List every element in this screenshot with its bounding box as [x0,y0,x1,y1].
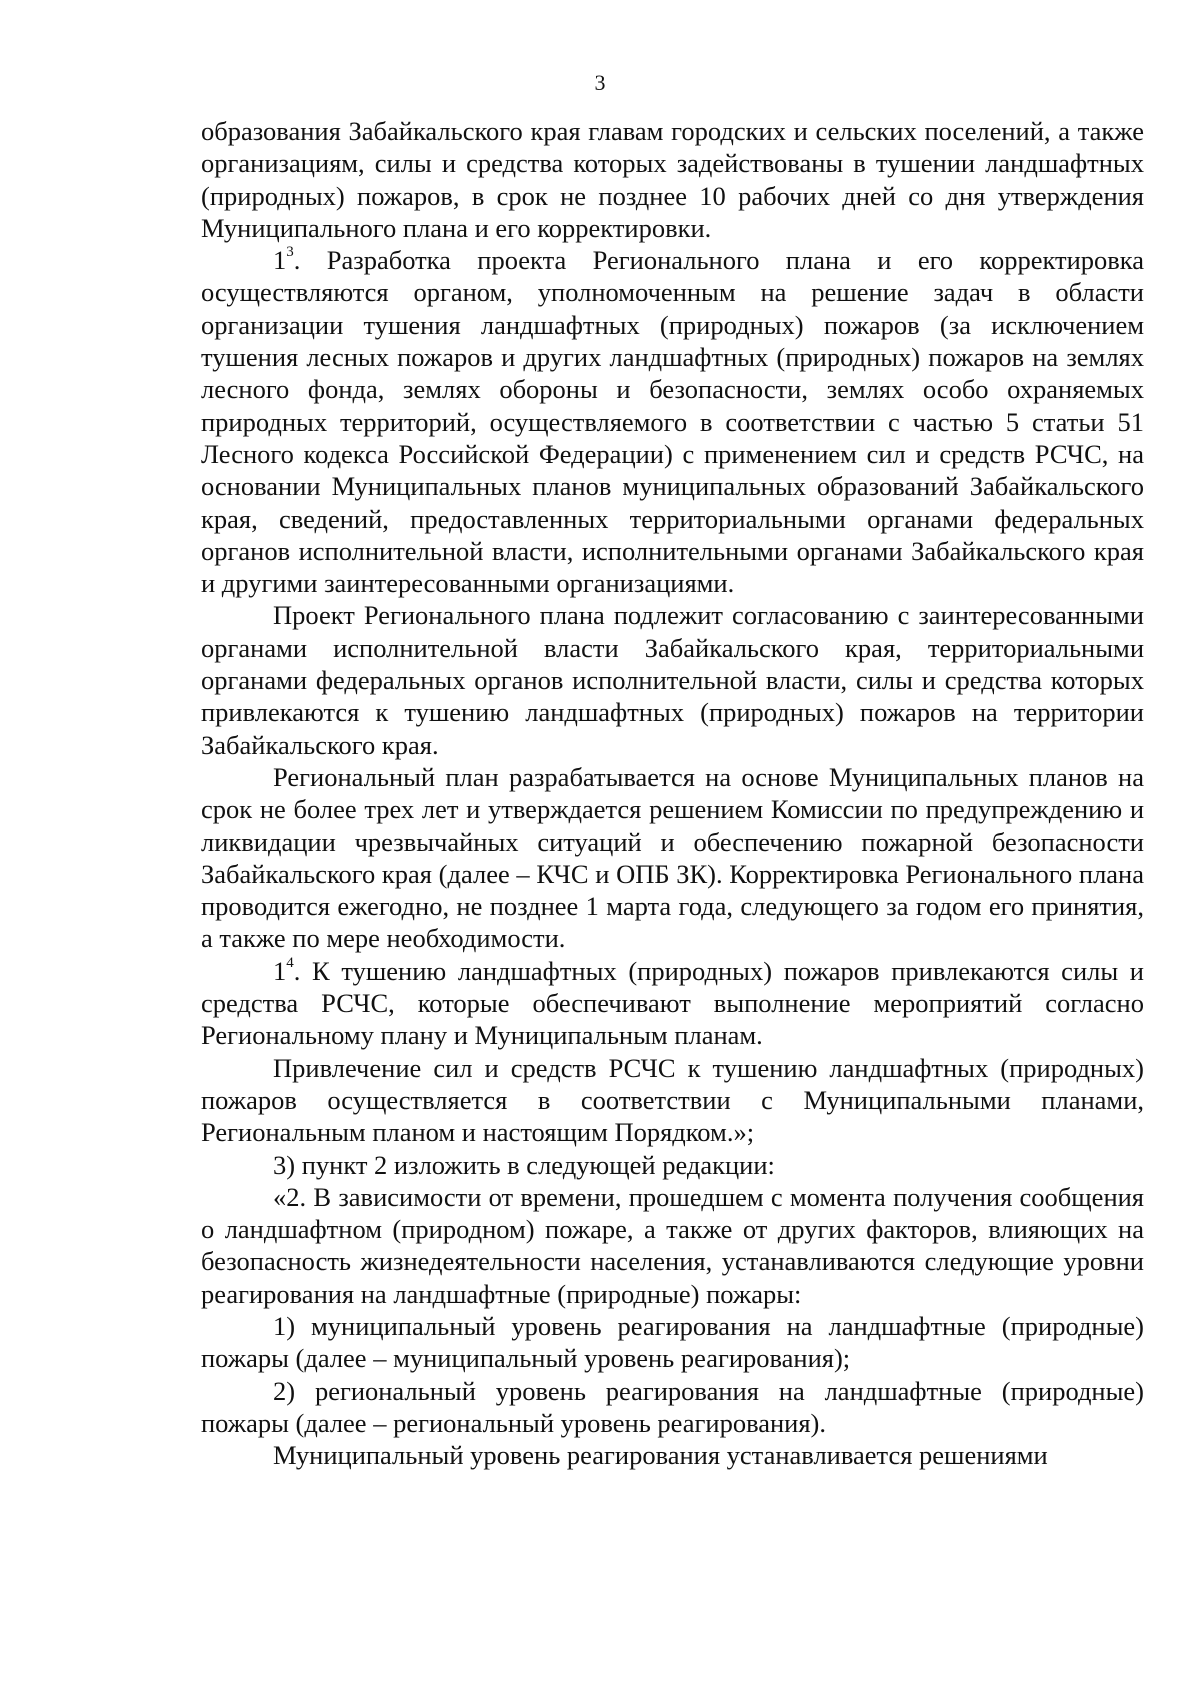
clause-number: 1 [273,245,287,276]
clause-number: 1 [273,955,287,986]
paragraph [201,761,1144,955]
paragraph [201,1439,1144,1471]
paragraph [201,1052,1144,1149]
paragraph-text: . Разработка проекта Регионального плана и его корректировка осуществляются органом, уполномоченным на решение задач в области организации тушения ландшафтных (природных) пожаров (за исключением тушения лесных пожаров и других ландшафтных (природных) пожаров на землях лесного фонда, землях обороны и безопасности, землях особо охраняемых природных территорий, осуществляемого в соответствии с частью 5 статьи 51 Лесного кодекса Российской Федерации) с применением сил и средств РСЧС, на основании Муниципальных планов муниципальных образований Забайкальского края, сведений, предоставленных территориальными органами федеральных органов исполнительной власти, исполнительными органами Забайкальского края и другими заинтересованными организациями. [201,245,1144,599]
paragraph [201,1149,1144,1181]
page-number: 3 [594,70,606,95]
paragraph-text: образования Забайкальского края главам городских и сельских поселений, а также организациям, силы и средства которых задействованы в тушении ландшафтных (природных) пожаров, в срок не позднее 10 рабочих дней со дня утверждения Муниципального плана и его корректировки. [201,116,1144,243]
paragraph-text: Муниципальный уровень реагирования устанавливается решениями [273,1440,1048,1471]
clause-superscript: 4 [286,954,294,971]
paragraph-text: . К тушению ландшафтных (природных) пожаров привлекаются силы и средства РСЧС, которые обеспечивают выполнение мероприятий согласно Региональному плану и Муниципальным планам. [201,955,1144,1051]
paragraph [201,599,1144,760]
paragraph-text: 3) пункт 2 изложить в следующей редакции: [273,1149,775,1180]
paragraph [201,1181,1144,1310]
paragraph [201,955,1144,1052]
paragraph-text: Проект Регионального плана подлежит согласованию с заинтересованными органами исполнительной власти Забайкальского края, территориальными органами федеральных органов исполнительной власти, силы и средства которых привлекаются к тушению ландшафтных (природных) пожаров на территории Забайкальского края. [201,600,1144,760]
document-body [201,115,1144,1471]
paragraph [201,115,1144,244]
paragraph-text: 1) муниципальный уровень реагирования на ландшафтные (природные) пожары (далее – муниципальный уровень реагирования); [201,1310,1144,1374]
paragraph-text: Привлечение сил и средств РСЧС к тушению ландшафтных (природных) пожаров осуществляется в соответствии с Муниципальными планами, Региональным планом и настоящим Порядком.»; [201,1052,1144,1148]
paragraph [201,244,1144,599]
paragraph-text: Региональный план разрабатывается на основе Муниципальных планов на срок не более трех лет и утверждается решением Комиссии по предупреждению и ликвидации чрезвычайных ситуаций и обеспечению пожарной безопасности Забайкальского края (далее – КЧС и ОПБ ЗК). Корректировка Регионального плана проводится ежегодно, не позднее 1 марта года, следующего за годом его принятия, а также по мере необходимости. [201,761,1144,954]
paragraph [201,1310,1144,1375]
paragraph [201,1375,1144,1440]
paragraph-text: «2. В зависимости от времени, прошедшем с момента получения сообщения о ландшафтном (природном) пожаре, а также от других факторов, влияющих на безопасность жизнедеятельности населения, устанавливаются следующие уровни реагирования на ландшафтные (природные) пожары: [201,1181,1144,1309]
paragraph-text: 2) региональный уровень реагирования на ландшафтные (природные) пожары (далее – региональный уровень реагирования). [201,1375,1144,1438]
clause-superscript: 3 [286,244,294,261]
